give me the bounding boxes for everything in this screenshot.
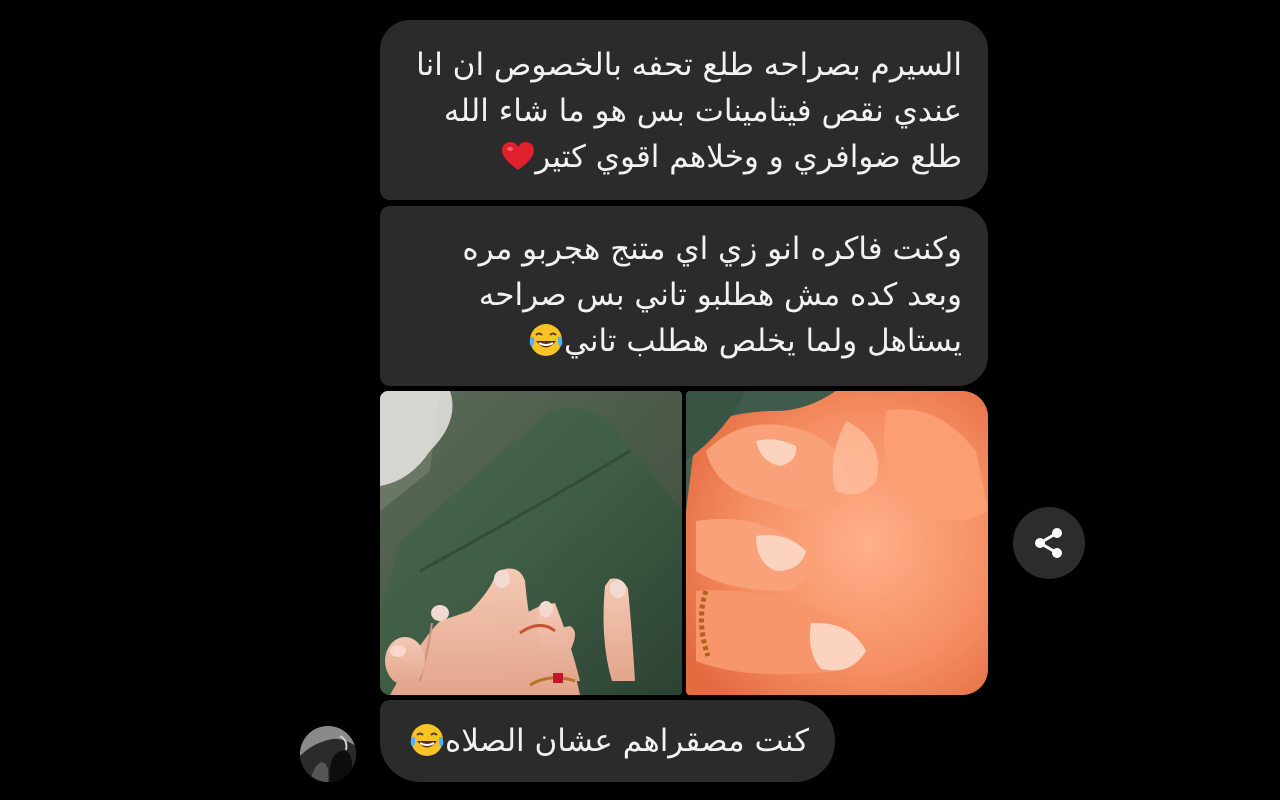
tears-of-joy-icon xyxy=(528,322,564,358)
red-heart-icon xyxy=(501,141,535,171)
close-up-fingernails-photo xyxy=(686,391,988,695)
hand-on-green-cushion-photo xyxy=(380,391,682,695)
attached-photo-right[interactable] xyxy=(686,391,988,695)
message-bubble-2[interactable] xyxy=(380,206,988,386)
message-line: يستاهل ولما يخلص هطلب تاني xyxy=(400,318,962,364)
message-line: وبعد كده مش هطلبو تاني بس صراحه xyxy=(478,277,962,313)
share-button[interactable] xyxy=(1013,507,1085,579)
message-line: السيرم بصراحه طلع تحفه بالخصوص ان انا xyxy=(416,47,962,83)
share-icon xyxy=(1032,526,1066,560)
sender-avatar[interactable] xyxy=(300,726,356,782)
message-line: طلع ضوافري و وخلاهم اقوي كتير xyxy=(400,134,962,180)
message-line: كنت مصقراهم عشان الصلاه xyxy=(400,718,809,764)
message-bubble-1[interactable] xyxy=(380,20,988,200)
tears-of-joy-icon xyxy=(409,722,445,758)
message-line: وكنت فاكره انو زي اي متنج هجربو مره xyxy=(462,231,962,267)
message-bubble-3[interactable] xyxy=(380,700,835,782)
avatar-image xyxy=(300,726,356,782)
message-line: عندي نقص فيتامينات بس هو ما شاء الله xyxy=(443,93,962,129)
attached-photo-left[interactable] xyxy=(380,391,682,695)
